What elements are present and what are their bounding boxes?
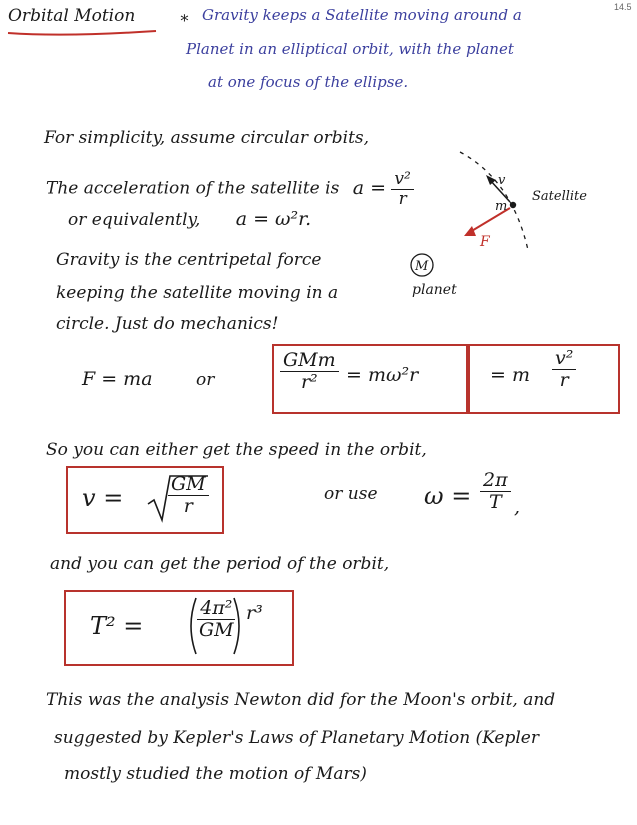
force-label: F	[480, 234, 490, 250]
body-line-4: Gravity is the centripetal force	[56, 250, 322, 270]
angular-accel-eq: a = ω²r.	[235, 208, 312, 230]
gravity-numerator: GMm	[280, 350, 339, 372]
accel-eq-lhs: a =	[352, 176, 387, 199]
planet-label: planet	[412, 282, 457, 298]
body-line-1: For simplicity, assume circular orbits,	[44, 128, 370, 148]
period-eq-lhs: T² =	[90, 612, 144, 640]
gravity-fraction	[280, 350, 339, 393]
omega-comma: ,	[514, 496, 521, 518]
closing-line-1: This was the analysis Newton did for the Moon's orbit, and	[46, 690, 556, 710]
body-line-3-text: or equivalently,	[68, 210, 201, 230]
speed-eq-lhs: v =	[82, 484, 124, 512]
orbit-diagram	[400, 150, 630, 300]
velocity-force-prefix: = m	[490, 364, 530, 386]
velocity-force-numerator: v²	[552, 348, 576, 370]
header-note-line-1: Gravity keeps a Satellite moving around a	[202, 6, 522, 24]
or-use-text: or use	[324, 484, 378, 504]
body-line-6: circle. Just do mechanics!	[56, 314, 279, 334]
title-underline	[6, 28, 166, 38]
speed-root-fraction	[168, 474, 209, 517]
body-line-2-text: The acceleration of the satellite is	[46, 178, 340, 199]
angular-force-eq: = mω²r	[346, 364, 419, 386]
period-denominator: GM	[199, 618, 234, 641]
page-title: Orbital Motion	[8, 6, 136, 26]
body-line-3	[68, 208, 311, 230]
speed-root-denominator: r	[183, 494, 193, 517]
period-fraction	[196, 598, 237, 641]
accel-numerator: v²	[391, 170, 413, 190]
force-or: or	[196, 370, 215, 390]
mass-label: m	[495, 199, 508, 214]
accel-denominator: r	[398, 188, 407, 209]
velocity-force-fraction	[552, 348, 576, 391]
header-bullet: ∗	[179, 8, 190, 27]
velocity-force-denominator: r	[559, 368, 569, 391]
satellite-dot	[510, 202, 516, 208]
speed-root-numerator: GM	[168, 474, 209, 496]
force-arrowhead	[464, 226, 476, 236]
page-number: 14.5	[614, 2, 632, 12]
body-line-2	[46, 170, 414, 208]
period-text: and you can get the period of the orbit,	[50, 554, 390, 574]
omega-eq-lhs: ω =	[424, 482, 472, 510]
closing-line-2: suggested by Kepler's Laws of Planetary Motion (Kepler	[54, 728, 539, 748]
omega-fraction	[480, 470, 511, 513]
gravity-denominator: r²	[300, 370, 318, 393]
period-numerator: 4π²	[197, 598, 235, 620]
closing-line-3: mostly studied the motion of Mars)	[64, 764, 367, 784]
header-note-line-2: Planet in an elliptical orbit, with the planet	[186, 40, 514, 58]
omega-numerator: 2π	[480, 470, 511, 492]
header-note-line-3: at one focus of the ellipse.	[208, 73, 409, 91]
speed-text: So you can either get the speed in the orbit,	[46, 440, 427, 460]
omega-denominator: T	[488, 490, 502, 513]
period-radius-term: r³	[246, 602, 263, 624]
newton-second-law: F = ma	[82, 368, 153, 390]
satellite-label: Satellite	[532, 189, 587, 204]
planet-symbol: M	[415, 259, 429, 274]
body-line-5: keeping the satellite moving in a	[56, 283, 339, 303]
velocity-label: v	[498, 173, 506, 188]
